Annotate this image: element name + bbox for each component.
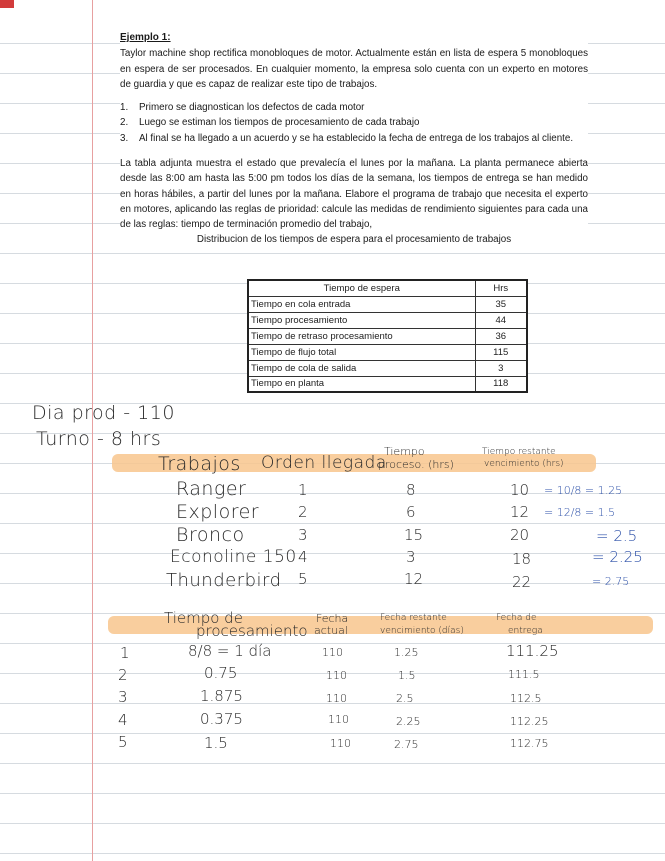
t1-header-restante-l1: Tiempo restante [482,447,556,457]
t1-header-restante-l2: vencimiento (hrs) [484,459,564,469]
t2-header-fe-l2: entrega [508,626,543,636]
t1-row5-orden: 5 [298,570,308,588]
t1-row4-calc: = 2.25 [592,548,643,566]
t1-row4-trabajo: Econoline 150 [170,547,297,567]
corner-mark [0,0,14,8]
t2-row1-n: 1 [120,644,130,662]
table-caption: Distribucion de los tiempos de espera para el procesamiento de trabajos [196,233,512,245]
table-cell: Tiempo de retraso procesamiento [248,328,475,344]
t2-row2-fe: 111.5 [508,668,540,681]
table-row [248,312,527,328]
t1-header-trabajos: Trabajos [158,453,241,475]
t1-row1-orden: 1 [298,481,308,499]
step-item: 2. Luego se estiman los tiempos de procesamiento de cada trabajo [120,117,420,129]
dia-prod-note: Dia prod - 110 [32,402,175,424]
t1-header-orden: Orden llegada [261,453,387,473]
t2-row2-fr: 1.5 [398,669,416,682]
t2-header-tp-l2: procesamiento [196,622,308,640]
t2-row4-fe: 112.25 [510,715,549,728]
table-row [248,360,527,376]
problem-heading: Ejemplo 1: [120,32,171,43]
table-cell: Tiempo de flujo total [248,344,475,360]
t1-row1-restante: 10 [510,481,530,499]
t2-row3-fa: 110 [326,692,347,705]
t2-row4-fr: 2.25 [396,715,421,728]
waiting-time-table [247,279,528,393]
t2-row3-tp: 1.875 [200,687,243,705]
t1-row4-tiempo: 3 [406,548,416,566]
t2-header-fr-l2: vencimiento (días) [380,626,464,636]
steps-list [120,100,588,146]
t2-row3-fe: 112.5 [510,692,542,705]
t2-row5-fe: 112.75 [510,737,549,750]
t1-row5-calc: = 2.75 [592,575,630,588]
t1-row5-trabajo: Thunderbird [166,570,282,591]
t2-row1-fe: 111.25 [506,642,559,660]
t2-header-fe-l1: Fecha de [496,613,537,623]
table-header: Tiempo de espera [248,280,475,296]
t1-row2-trabajo: Explorer [176,501,260,523]
table-cell: Tiempo en planta [248,376,475,392]
t1-row1-trabajo: Ranger [176,478,247,500]
t1-row1-tiempo: 8 [406,481,416,499]
t1-header-tiempo-l1: Tiempo [384,445,425,458]
table-row [248,376,527,392]
t2-row5-fr: 2.75 [394,738,419,751]
t1-row3-calc: = 2.5 [596,527,638,545]
t1-row4-orden: 4 [298,548,308,566]
t2-row5-tp: 1.5 [204,734,228,752]
t2-row3-fr: 2.5 [396,692,414,705]
table-row [248,328,527,344]
step-item: 3. Al final se ha llegado a un acuerdo y se ha establecido la fecha de entrega de los trabajos al cliente. [120,132,574,144]
t1-row2-restante: 12 [510,503,530,521]
t1-header-tiempo-l2: proceso. (hrs) [378,458,454,471]
t1-row2-orden: 2 [298,503,308,521]
t1-row2-calc: = 12/8 = 1.5 [544,506,616,519]
table-cell: 118 [475,376,527,392]
t1-row4-restante: 18 [512,550,532,568]
table-cell: 3 [475,360,527,376]
t2-row1-tp: 8/8 = 1 día [188,642,272,660]
t2-row4-n: 4 [118,711,128,729]
table-header: Hrs [475,280,527,296]
table-cell: Tiempo en cola entrada [248,296,475,312]
t2-row2-tp: 0.75 [204,664,238,682]
t2-header-fr-l1: Fecha restante [380,613,447,623]
table-cell: Tiempo de cola de salida [248,360,475,376]
turno-note: Turno - 8 hrs [36,428,162,450]
table-cell: 115 [475,344,527,360]
t2-header-tp-l1: Tiempo de [164,609,243,627]
t1-row3-tiempo: 15 [404,526,424,544]
t2-row4-fa: 110 [328,713,349,726]
problem-intro: Taylor machine shop rectifica monobloques de motor. Actualmente están en lista de espera 5 monobloques en espera de ser procesados. En cualquier momento, la empresa solo cuenta con un experto en motores de guardia y que es capaz de realizar este tipo de trabajos. [120,48,588,90]
t2-row2-fa: 110 [326,669,347,682]
t1-row1-calc: = 10/8 = 1.25 [544,484,623,497]
t1-row5-restante: 22 [512,573,532,591]
t2-header-fa-l2: actual [314,624,348,637]
t1-row2-tiempo: 6 [406,503,416,521]
table-cell: Tiempo procesamiento [248,312,475,328]
t2-header-fa-l1: Fecha [316,612,349,625]
table-cell: 36 [475,328,527,344]
t1-row3-restante: 20 [510,526,530,544]
t2-row2-n: 2 [118,666,128,684]
table-header-row [248,280,527,296]
step-item: 1. Primero se diagnostican los defectos de cada motor [120,102,365,114]
t2-row5-fa: 110 [330,737,351,750]
t1-row5-tiempo: 12 [404,570,424,588]
problem-paragraph: La tabla adjunta muestra el estado que prevalecía el lunes por la mañana. La planta permanece abierta desde las 8:00 am hasta las 5:00 pm todos los días de la semana, los tiempos de entrega se han medido en horas hábiles, a partir del lunes por la mañana. Elabore el programa de trabajo que necesita el experto en motores, aplicando las reglas de prioridad: calcule las medidas de rendimiento siguientes para cada una de las reglas: tiempo de terminación promedio del trabajo, [120,158,588,231]
t2-row3-n: 3 [118,688,128,706]
t1-row3-trabajo: Bronco [176,524,245,546]
table-row [248,344,527,360]
problem-statement [120,26,588,251]
t2-row1-fa: 110 [322,646,343,659]
table-cell: 44 [475,312,527,328]
table-row [248,296,527,312]
t1-row3-orden: 3 [298,526,308,544]
t2-row4-tp: 0.375 [200,710,243,728]
table-cell: 35 [475,296,527,312]
t2-row5-n: 5 [118,733,128,751]
t2-row1-fr: 1.25 [394,646,419,659]
